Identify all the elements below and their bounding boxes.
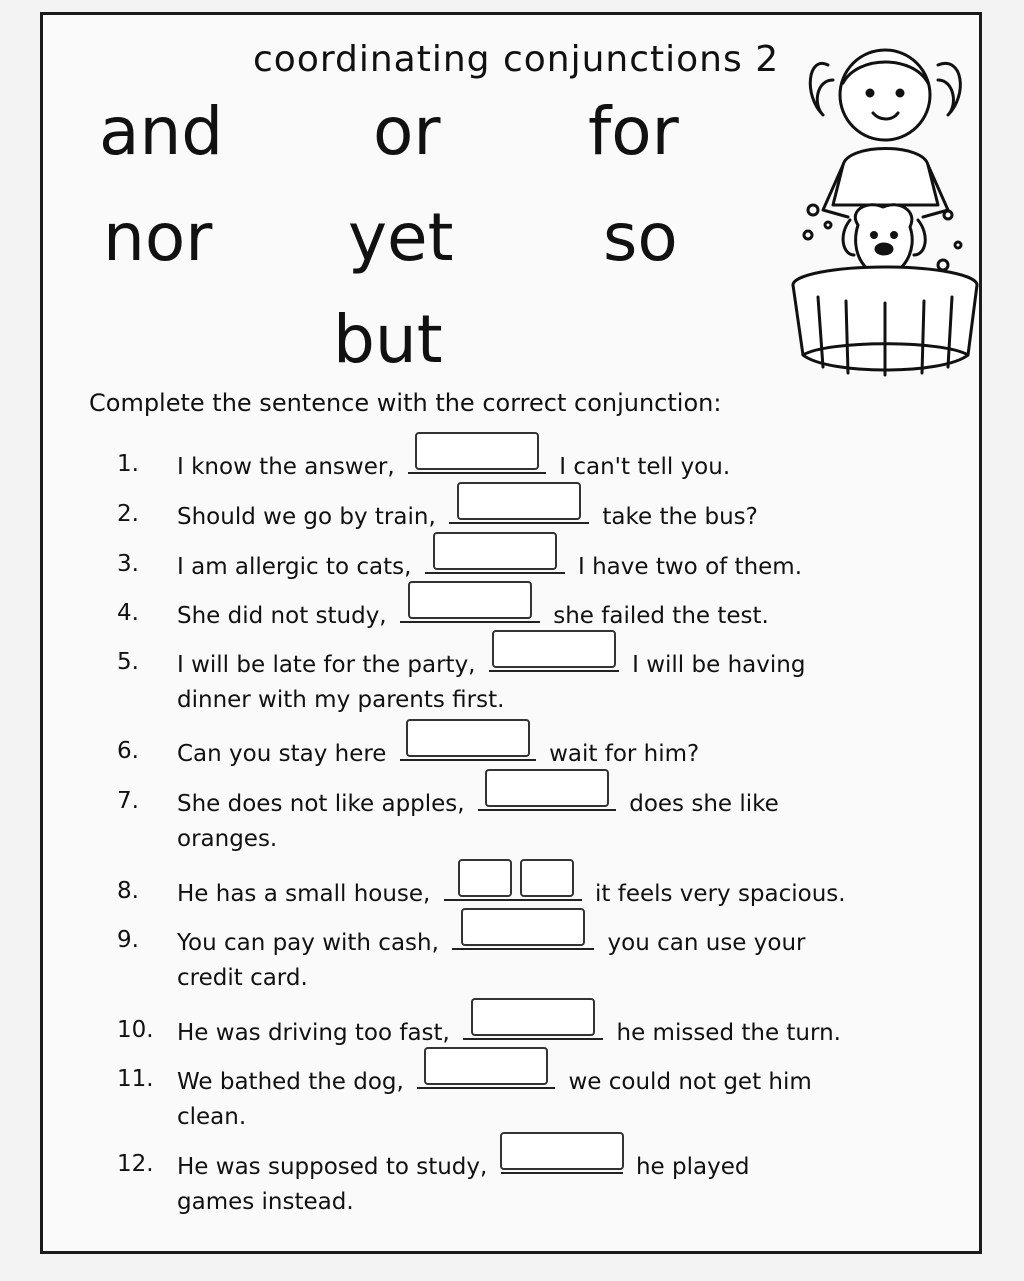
question-text-after: you can use your [607, 930, 806, 956]
question-text-continued: oranges. [177, 826, 278, 852]
word-or: or [373, 93, 441, 170]
question-number: 5. [117, 649, 139, 675]
question-text-before: She does not like apples, [177, 791, 465, 817]
question-text-continued: clean. [177, 1104, 247, 1130]
question-text-after: take the bus? [602, 504, 758, 530]
answer-blank [444, 877, 582, 901]
question-number: 3. [117, 551, 139, 577]
answer-blank [463, 1016, 603, 1040]
answer-box[interactable] [485, 769, 609, 807]
question-number: 4. [117, 600, 139, 626]
question-text-continued: credit card. [177, 965, 308, 991]
word-and: and [99, 93, 224, 170]
question-text-before: We bathed the dog, [177, 1069, 404, 1095]
answer-box[interactable] [433, 532, 557, 570]
answer-blank [452, 926, 594, 950]
answer-blank [400, 599, 540, 623]
answer-box[interactable] [415, 432, 539, 470]
question-number: 8. [117, 878, 139, 904]
question-text-after: does she like [629, 791, 779, 817]
answer-box[interactable] [500, 1132, 624, 1170]
question-text-continued: dinner with my parents first. [177, 687, 505, 713]
question-text-before: Can you stay here [177, 741, 387, 767]
question-text-after: I have two of them. [578, 554, 803, 580]
answer-blank [408, 450, 546, 474]
answer-blank [489, 648, 619, 672]
answer-blank [400, 737, 536, 761]
worksheet [40, 12, 982, 1254]
word-so: so [603, 199, 678, 276]
answer-blank [501, 1150, 623, 1174]
answer-box[interactable] [424, 1047, 548, 1085]
question-text-before: I will be late for the party, [177, 652, 476, 678]
answer-box[interactable] [520, 859, 574, 897]
question-text-before: She did not study, [177, 603, 387, 629]
answer-blank [417, 1065, 555, 1089]
question-number: 11. [117, 1066, 154, 1092]
girl-bathing-dog-illustration [788, 35, 988, 385]
answer-blank [478, 787, 616, 811]
answer-box[interactable] [457, 482, 581, 520]
answer-box[interactable] [492, 630, 616, 668]
question-text-after: he missed the turn. [616, 1020, 841, 1046]
question-number: 9. [117, 927, 139, 953]
worksheet-title: coordinating conjunctions 2 [253, 39, 780, 80]
word-nor: nor [103, 199, 213, 276]
answer-box[interactable] [461, 908, 585, 946]
answer-blank [425, 550, 565, 574]
question-text-after: it feels very spacious. [595, 881, 846, 907]
question-number: 1. [117, 451, 139, 477]
question-text-before: Should we go by train, [177, 504, 436, 530]
word-but: but [333, 301, 443, 378]
question-text-after: she failed the test. [553, 603, 769, 629]
question-text-before: You can pay with cash, [177, 930, 439, 956]
question-number: 2. [117, 501, 139, 527]
question-number: 12. [117, 1151, 154, 1177]
question-text-after: wait for him? [549, 741, 700, 767]
question-text-before: I know the answer, [177, 454, 395, 480]
answer-box[interactable] [406, 719, 530, 757]
question-text-before: He was driving too fast, [177, 1020, 450, 1046]
question-text-after: he played [635, 1154, 750, 1180]
answer-blank [449, 500, 589, 524]
question-number: 10. [117, 1017, 154, 1043]
question-text-continued: games instead. [177, 1189, 354, 1215]
answer-box[interactable] [458, 859, 512, 897]
word-yet: yet [348, 199, 454, 276]
question-text-after: I can't tell you. [559, 454, 731, 480]
word-for: for [588, 93, 679, 170]
question-text-before: He was supposed to study, [177, 1154, 488, 1180]
question-text-before: I am allergic to cats, [177, 554, 412, 580]
answer-box[interactable] [471, 998, 595, 1036]
question-number: 7. [117, 788, 139, 814]
question-number: 6. [117, 738, 139, 764]
answer-box[interactable] [408, 581, 532, 619]
question-text-after: we could not get him [568, 1069, 812, 1095]
question-text-before: He has a small house, [177, 881, 431, 907]
question-text-after: I will be having [632, 652, 806, 678]
instructions: Complete the sentence with the correct conjunction: [89, 389, 722, 417]
